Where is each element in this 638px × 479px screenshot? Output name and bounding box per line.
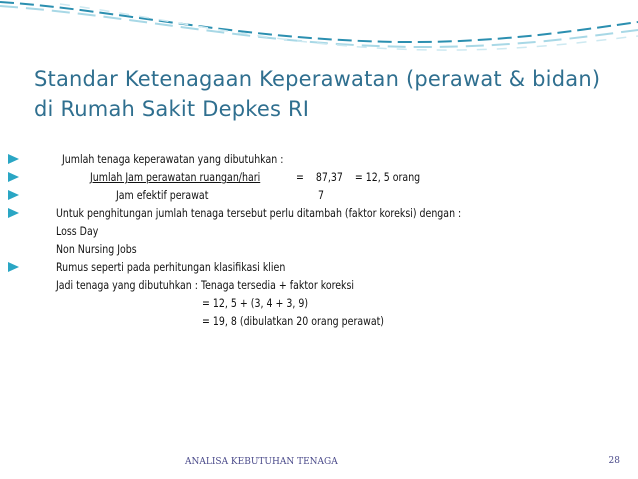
bullet-icon	[8, 190, 19, 200]
slide-title: Standar Ketenagaan Keperawatan (perawat & bidan) di Rumah Sakit Depkes RI	[34, 67, 601, 121]
line-text: Jadi tenaga yang dibutuhkan : Tenaga tersedia + faktor koreksi	[56, 278, 355, 292]
content-line	[8, 240, 628, 258]
bullet-icon	[8, 154, 19, 164]
calc-line: = 12, 5 + (3, 4 + 3, 9)	[202, 296, 309, 310]
content-line	[8, 168, 628, 186]
line-text: Non Nursing Jobs	[56, 242, 137, 256]
line-text: Rumus seperti pada perhitungan klasifikasi klien	[56, 260, 286, 274]
line-text: Jumlah tenaga keperawatan yang dibutuhkan :	[62, 152, 284, 166]
slide-content	[8, 150, 628, 330]
formula-numerator: Jumlah Jam perawatan ruangan/hari	[90, 170, 261, 184]
content-line	[8, 294, 628, 312]
content-line	[8, 258, 628, 276]
bullet-icon	[8, 208, 19, 218]
bullet-icon	[8, 262, 19, 272]
formula-denominator: Jam efektif perawat	[116, 188, 209, 202]
content-line	[8, 204, 628, 222]
footer-text: ANALISA KEBUTUHAN TENAGA	[185, 457, 338, 467]
bullet-icon	[8, 172, 19, 182]
content-line	[8, 276, 628, 294]
line-text: Untuk penghitungan jumlah tenaga tersebut perlu ditambah (faktor koreksi) dengan :	[56, 206, 462, 220]
formula-result: = 87,37 = 12, 5 orang	[290, 170, 421, 184]
content-line	[8, 222, 628, 240]
line-text: Loss Day	[56, 224, 99, 238]
wave-decoration	[0, 0, 638, 60]
content-line	[8, 312, 628, 330]
content-line	[8, 150, 628, 168]
calc-line: = 19, 8 (dibulatkan 20 orang perawat)	[202, 314, 384, 328]
content-line	[8, 186, 628, 204]
page-number: 28	[608, 456, 620, 466]
formula-denominator-value: 7	[318, 188, 325, 202]
